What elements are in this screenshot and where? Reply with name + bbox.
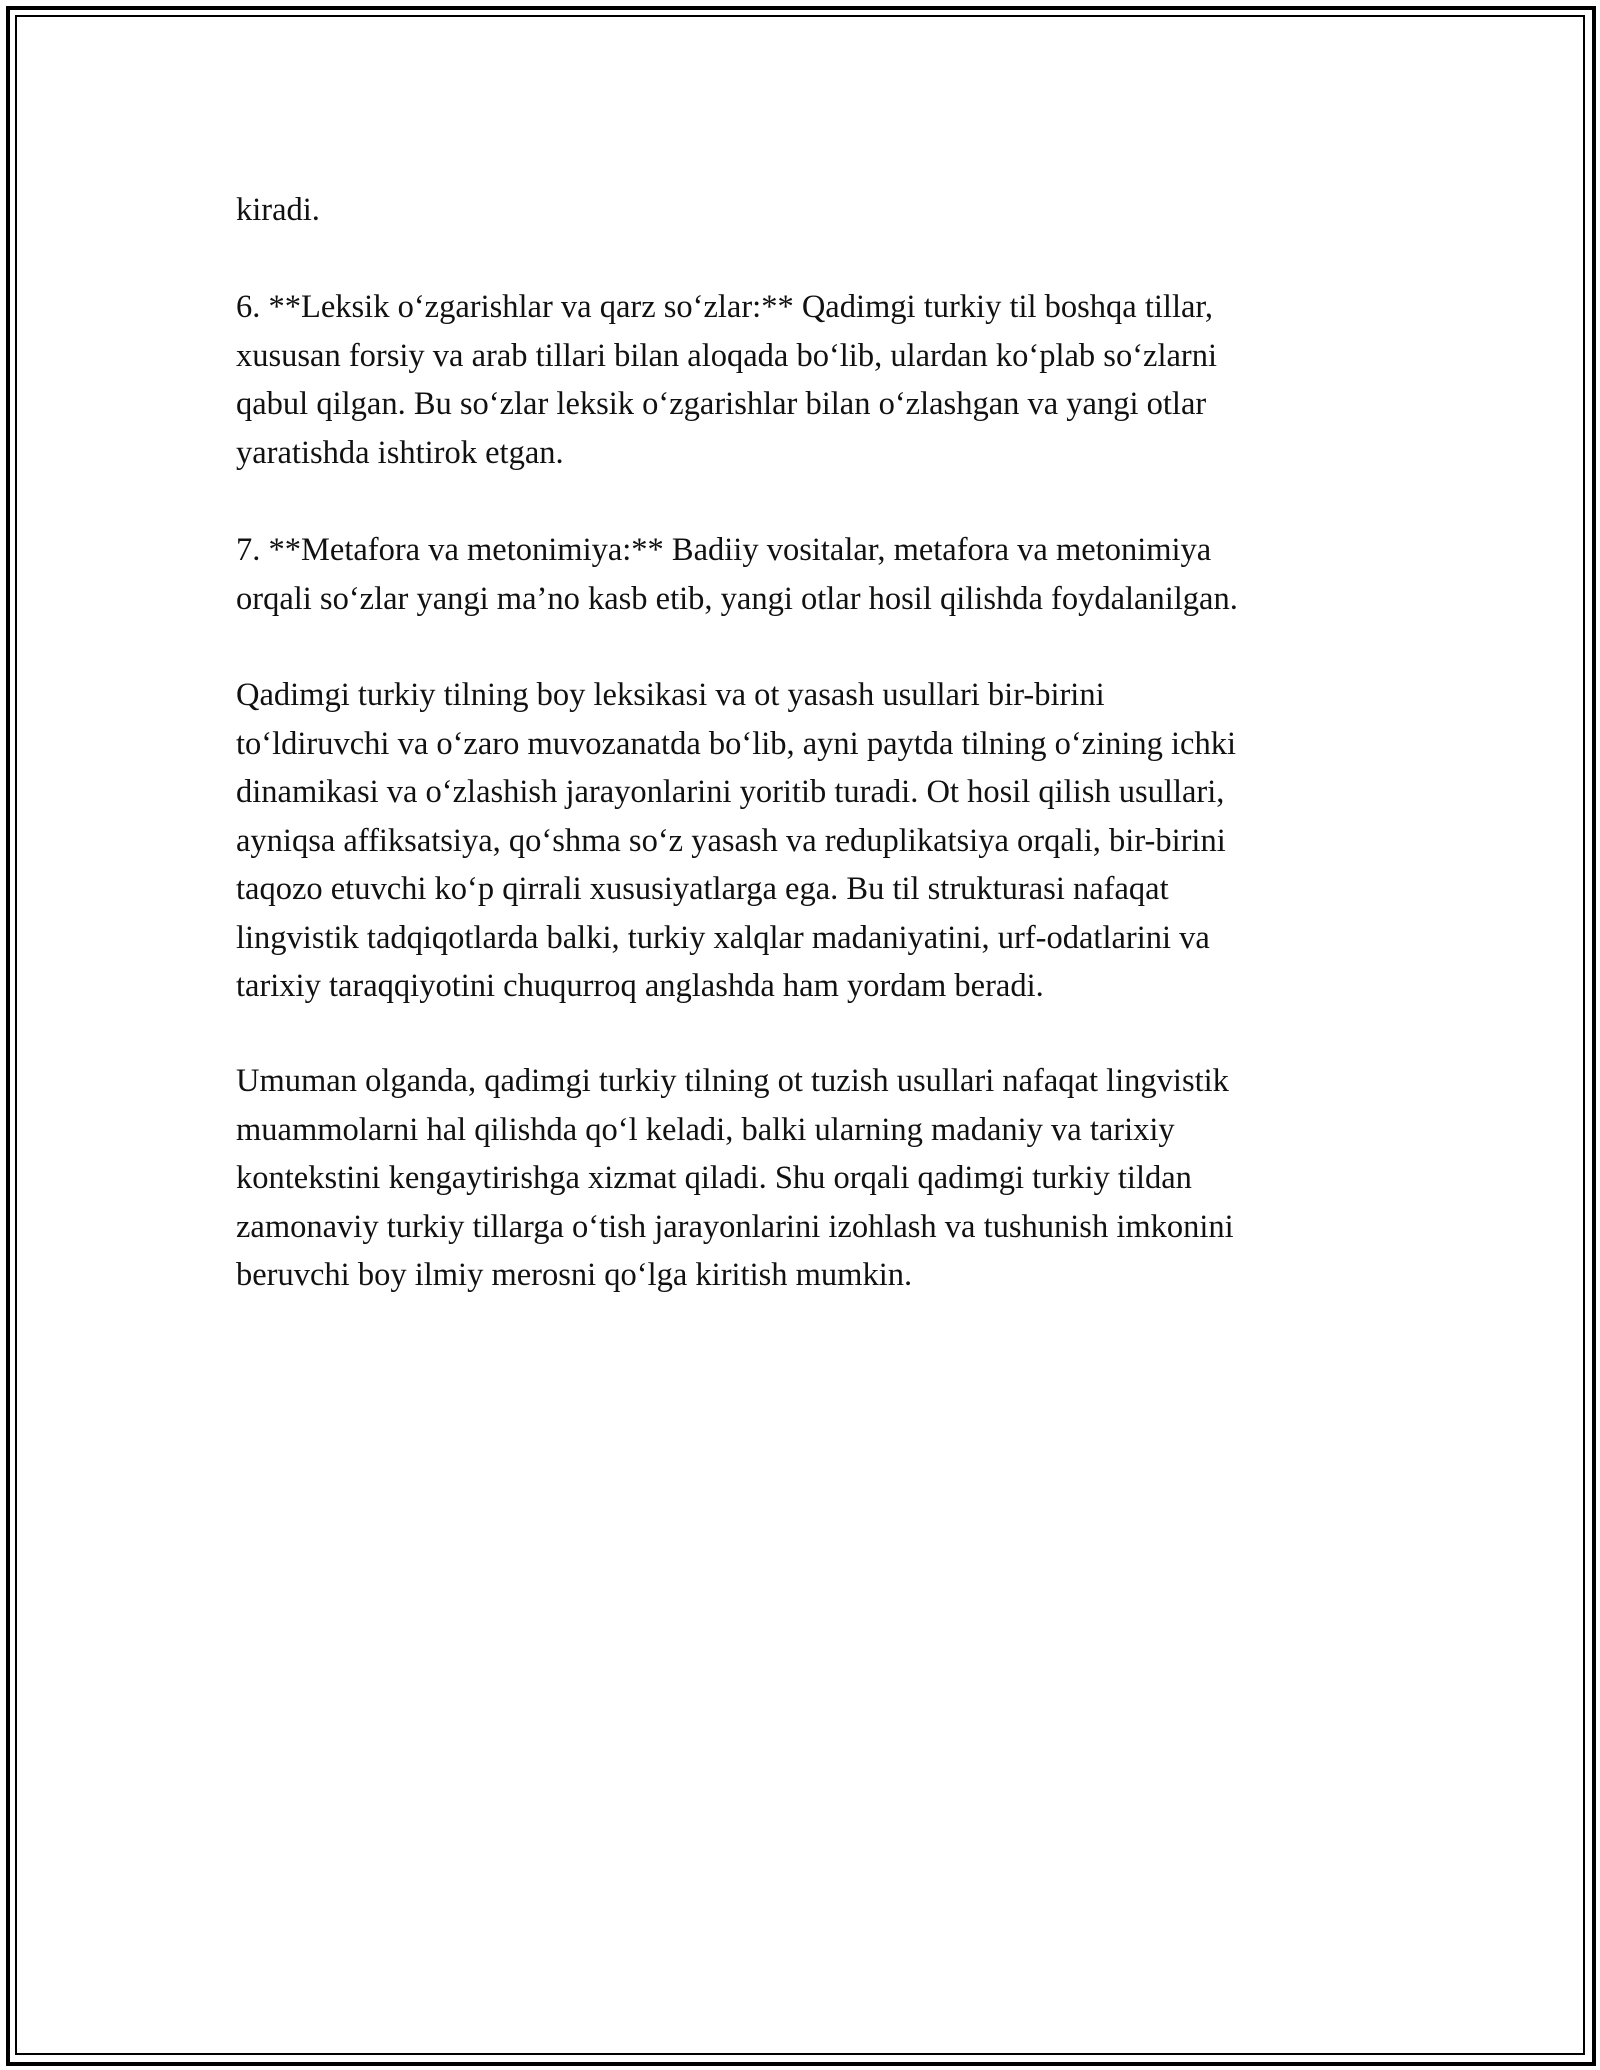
text-line: qabul qilgan. Bu so‘zlar leksik o‘zgarishlar bilan o‘zlashgan va yangi otlar xyxy=(236,386,1207,422)
text-line: Umuman olganda, qadimgi turkiy tilning ot tuzish usullari nafaqat lingvistik xyxy=(236,1063,1229,1099)
text-line: beruvchi boy ilmiy merosni qo‘lga kiritish mumkin. xyxy=(236,1257,913,1293)
paragraph-continuation xyxy=(236,186,1396,235)
text-line: lingvistik tadqiqotlarda balki, turkiy xalqlar madaniyatini, urf-odatlarini va xyxy=(236,919,1210,956)
paragraph-conclusion xyxy=(236,1057,1396,1300)
text-line: orqali so‘zlar yangi ma’no kasb etib, yangi otlar hosil qilishda foydalanilgan. xyxy=(236,580,1238,617)
text-line: dinamikasi va o‘zlashish jarayonlarini yoritib turadi. Ot hosil qilish usullari, xyxy=(236,774,1225,810)
text-line: taqozo etuvchi ko‘p qirrali xususiyatlarga ega. Bu til strukturasi nafaqat xyxy=(236,871,1169,907)
text-line: zamonaviy turkiy tillarga o‘tish jarayonlarini izohlash va tushunish imkonini xyxy=(236,1208,1234,1245)
text-line: tarixiy taraqqiyotini chuqurroq anglashda ham yordam beradi. xyxy=(236,968,1044,1004)
paragraph-item-7 xyxy=(236,526,1396,623)
text-line: yaratishda ishtirok etgan. xyxy=(236,434,564,471)
text-line: muammolarni hal qilishda qo‘l keladi, balki ularning madaniy va tarixiy xyxy=(236,1111,1175,1148)
paragraph-item-6 xyxy=(236,283,1396,477)
text-line: kiradi. xyxy=(236,192,320,228)
paragraph-summary xyxy=(236,671,1396,1011)
text-line: kontekstini kengaytirishga xizmat qiladi. Shu orqali qadimgi turkiy tildan xyxy=(236,1160,1192,1196)
text-line: 7. **Metafora va metonimiya:** Badiiy vositalar, metafora va metonimiya xyxy=(236,532,1212,568)
text-line: xususan forsiy va arab tillari bilan aloqada bo‘lib, ulardan ko‘plab so‘zlarni xyxy=(236,337,1218,374)
text-line: ayniqsa affiksatsiya, qo‘shma so‘z yasash va reduplikatsiya orqali, bir-birini xyxy=(236,822,1226,859)
text-line: Qadimgi turkiy tilning boy leksikasi va ot yasash usullari bir-birini xyxy=(236,677,1105,713)
text-line: to‘ldiruvchi va o‘zaro muvozanatda bo‘lib, ayni paytda tilning o‘zining ichki xyxy=(236,725,1236,762)
text-line: 6. **Leksik o‘zgarishlar va qarz so‘zlar:** Qadimgi turkiy til boshqa tillar, xyxy=(236,289,1214,325)
